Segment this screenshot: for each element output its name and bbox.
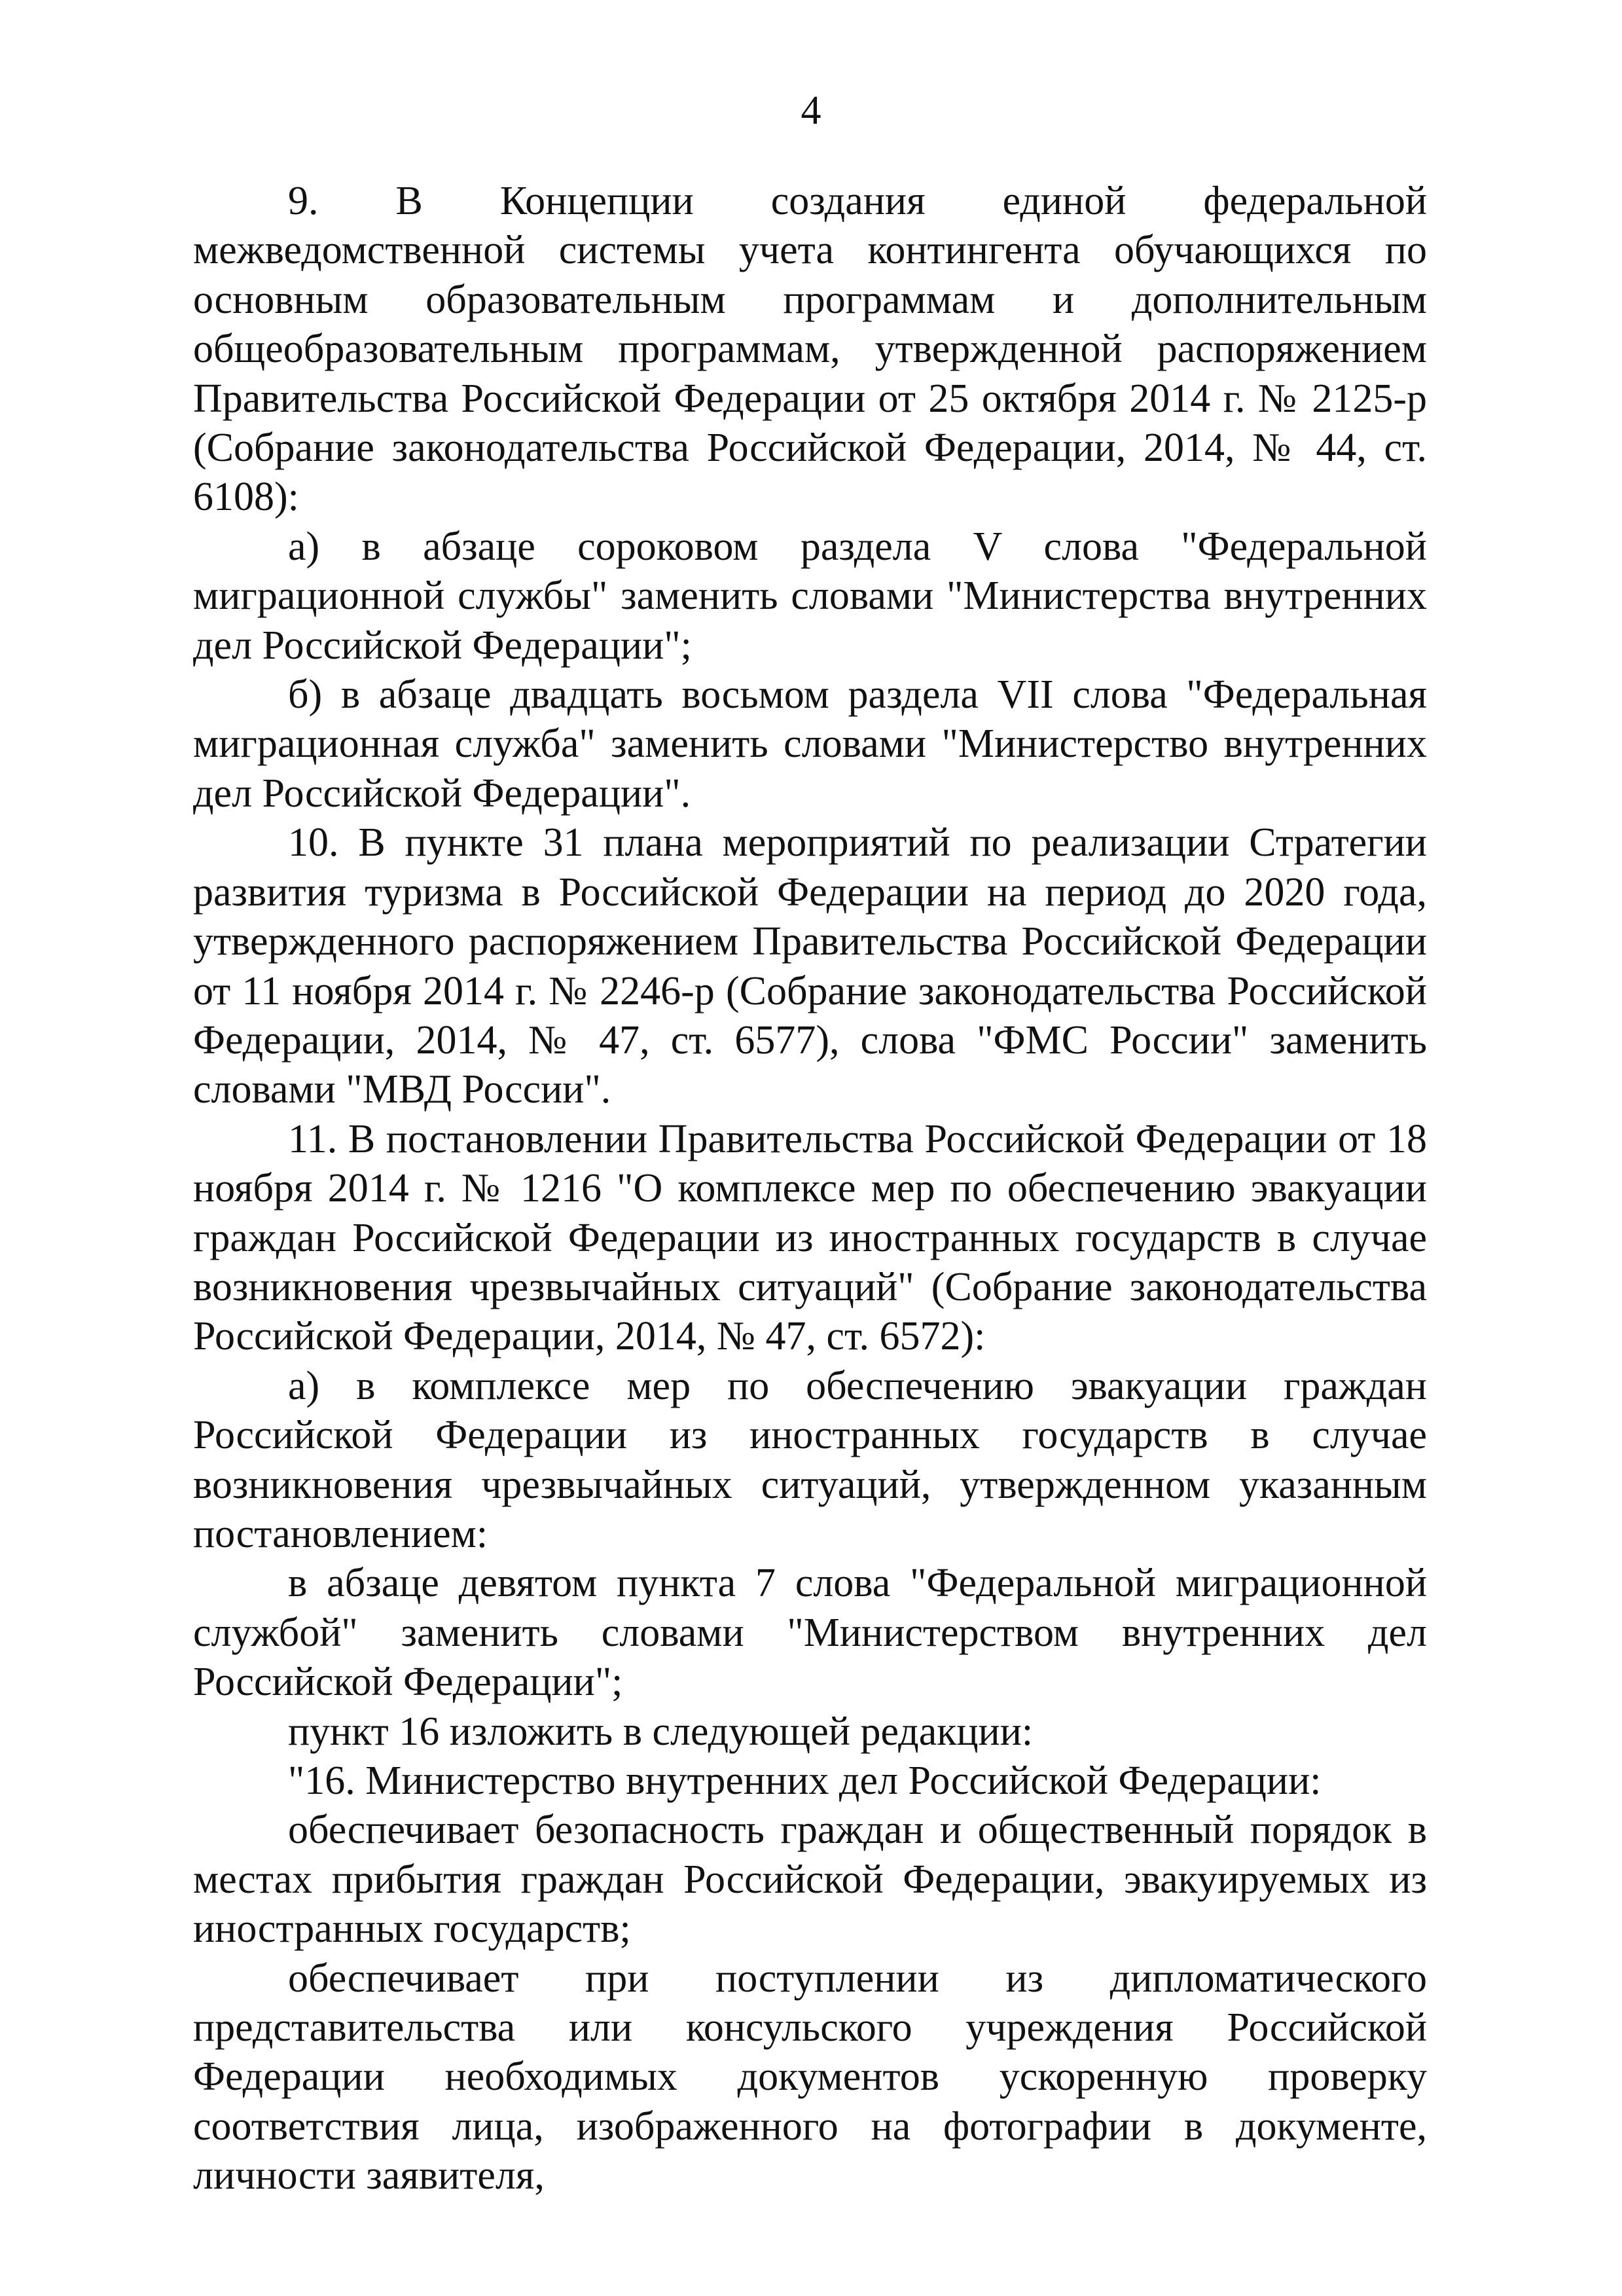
document-body [193, 177, 1427, 2201]
paragraph-point-16-heading: "16. Министерство внутренних дел Российской Федерации: [288, 1758, 1322, 1803]
paragraph-point-16-verification: обеспечивает при поступлении из дипломатического представительства или консульского учреждения Российской Федерации необходимых документов ускоренную проверку соответствия лица, изображенного на фотографии в документе, личности заявителя, [193, 1956, 1427, 2198]
paragraph-amendment-point-7: в абзаце девятом пункта 7 слова "Федеральной миграционной службой" заменить словами "Министерством внутренних дел Российской Федерации"; [193, 1561, 1427, 1705]
page-number: 4 [801, 88, 821, 133]
paragraph-subitem-9b: б) в абзаце двадцать восьмом раздела VII слова "Федеральная миграционная служба" заменить словами "Министерство внутренних дел Российской Федерации". [193, 672, 1427, 816]
paragraph-item-10: 10. В пункте 31 плана мероприятий по реализации Стратегии развития туризма в Российской Федерации на период до 2020 года, утвержденного распоряжением Правительства Российской Федерации от 11 ноября 2014 г. № 2246-р (Собрание законодательства Российской Федерации, 2014, № 47, ст. 6577), слова "ФМС России" заменить словами "МВД России". [193, 820, 1427, 1112]
paragraph-subitem-9a: а) в абзаце сороковом раздела V слова "Федеральной миграционной службы" заменить словами "Министерства внутренних дел Российской Федерации"; [193, 524, 1427, 668]
paragraph-item-9: 9. В Концепции создания единой федеральной межведомственной системы учета контингента обучающихся по основным образовательным программам и дополнительным общеобразовательным программам, утвержденной распоряжением Правительства Российской Федерации от 25 октября 2014 г. № 2125-р (Собрание законодательства Российской Федерации, 2014, № 44, ст. 6108): [193, 179, 1427, 520]
paragraph-subitem-11a: а) в комплексе мер по обеспечению эвакуации граждан Российской Федерации из иностранных государств в случае возникновения чрезвычайных ситуаций, утвержденном указанным постановлением: [193, 1363, 1427, 1556]
paragraph-item-11: 11. В постановлении Правительства Российской Федерации от 18 ноября 2014 г. № 1216 "О комплексе мер по обеспечению эвакуации граждан Российской Федерации из иностранных государств в случае возникновения чрезвычайных ситуаций" (Собрание законодательства Российской Федерации, 2014, № 47, ст. 6572): [193, 1116, 1427, 1359]
paragraph-point-16-security: обеспечивает безопасность граждан и общественный порядок в местах прибытия граждан Российской Федерации, эвакуируемых из иностранных государств; [193, 1808, 1427, 1952]
paragraph-point-16-intro: пункт 16 изложить в следующей редакции: [288, 1709, 1034, 1754]
